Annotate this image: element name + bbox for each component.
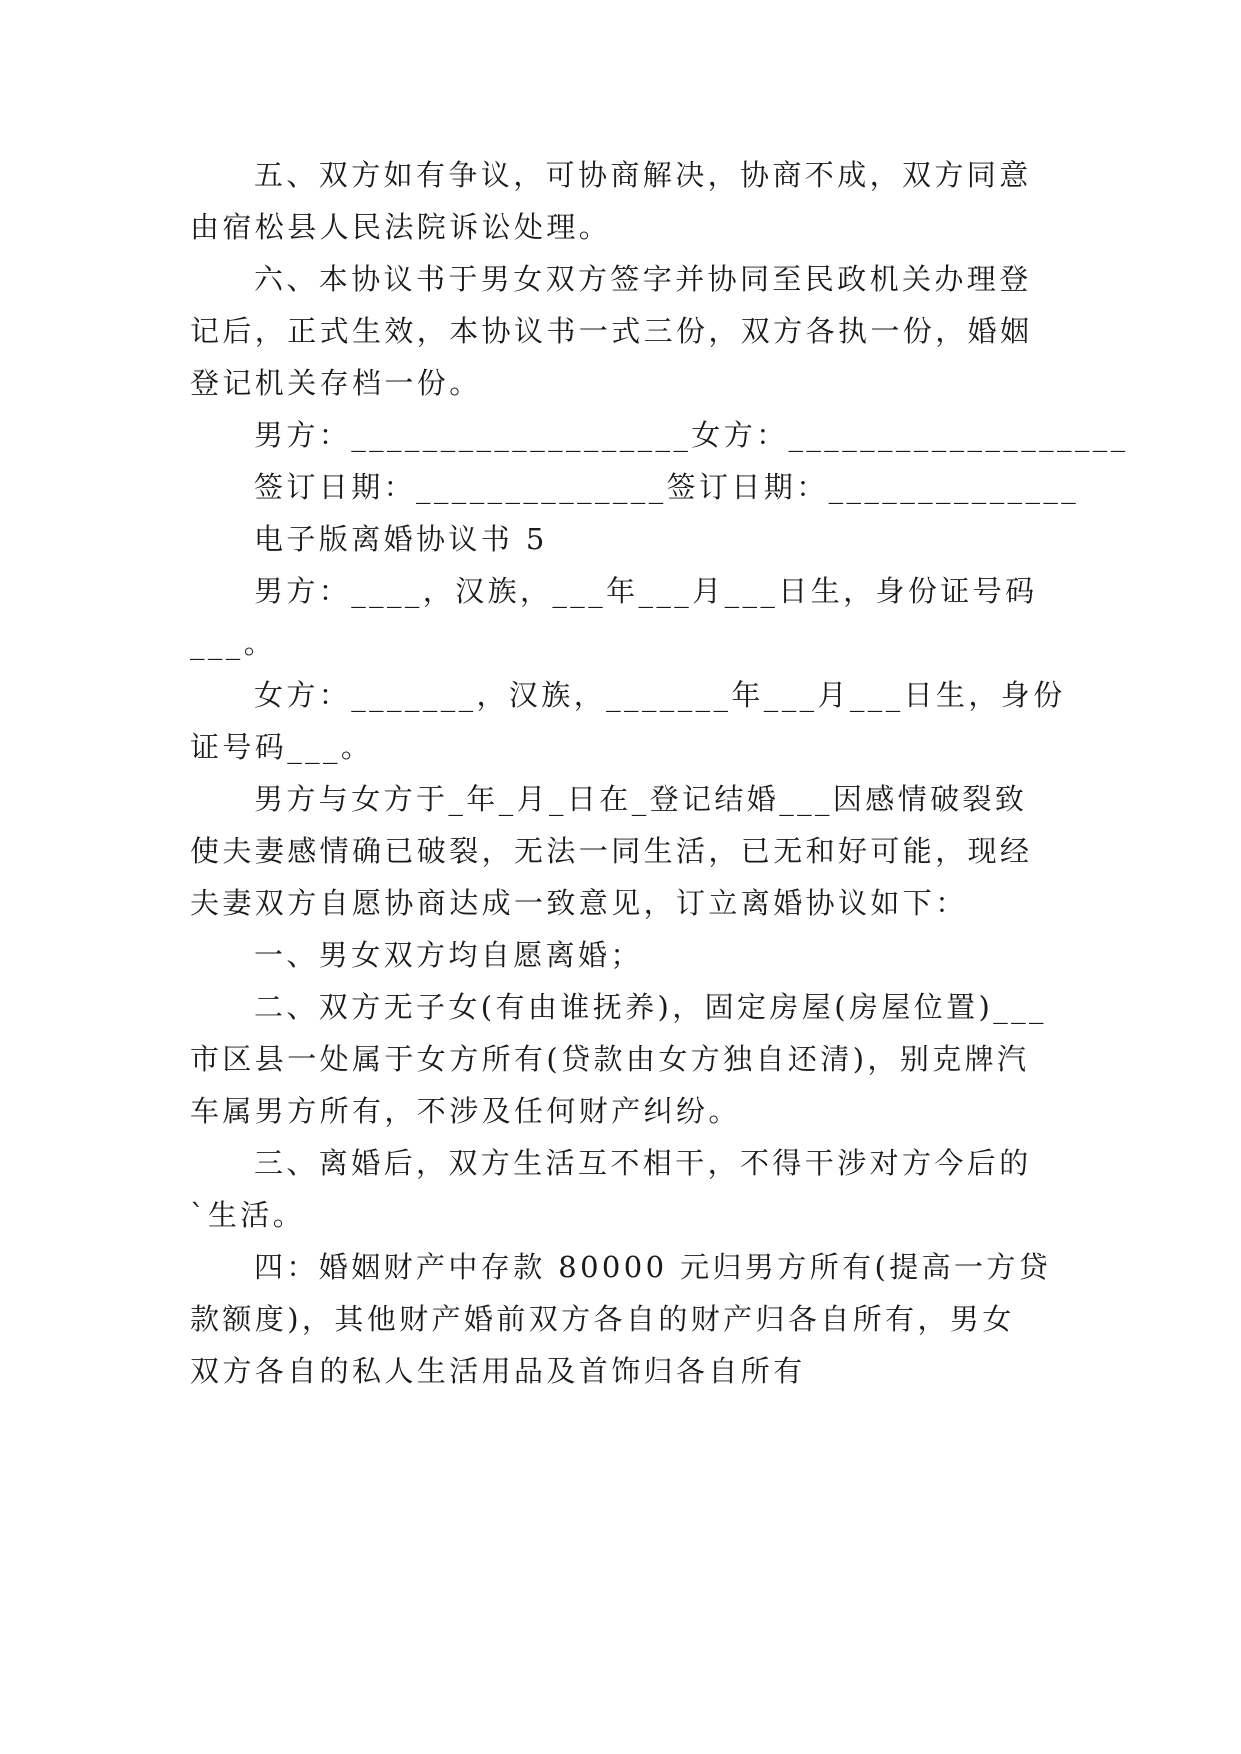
clause-1-line-1: 一、男女双方均自愿离婚； <box>254 938 643 972</box>
clause-5-line-1: 五、双方如有争议，可协商解决，协商不成，双方同意 <box>254 158 1032 192</box>
man-info-line-1: 男方：____，汉族，___年___月___日生，身份证号码 <box>254 574 1038 608</box>
clause-4-line-3: 双方各自的私人生活用品及首饰归各自所有 <box>190 1354 806 1388</box>
clause-3-line-1: 三、离婚后，双方生活互不相干，不得干涉对方今后的 <box>254 1146 1032 1180</box>
signature-line: 男方：___________________女方：___________________ <box>254 418 1129 452</box>
clause-6-line-2: 记后，正式生效，本协议书一式三份，双方各执一份，婚姻 <box>190 314 1033 348</box>
woman-info-line-2: 证号码___。 <box>190 730 374 764</box>
preamble-line-2: 使夫妻感情确已破裂，无法一同生活，已无和好可能，现经 <box>190 834 1033 868</box>
clause-6-line-1: 六、本协议书于男女双方签字并协同至民政机关办理登 <box>254 262 1032 296</box>
clause-2-line-3: 车属男方所有，不涉及任何财产纠纷。 <box>190 1094 741 1128</box>
clause-3-line-2: `生活。 <box>190 1198 306 1232</box>
clause-2-line-2: 市区县一处属于女方所有(贷款由女方独自还清)，别克牌汽 <box>190 1042 1030 1076</box>
clause-4-line-1: 四：婚姻财产中存款 80000 元归男方所有(提高一方贷 <box>254 1250 1052 1284</box>
man-info-line-2: ___。 <box>190 626 277 660</box>
clause-6-line-3: 登记机关存档一份。 <box>190 366 482 400</box>
clause-2-line-1: 二、双方无子女(有由谁抚养)，固定房屋(房屋位置)___ <box>254 990 1047 1024</box>
sign-date-line: 签订日期：______________签订日期：______________ <box>254 470 1080 504</box>
clause-4-line-2: 款额度)，其他财产婚前双方各自的财产归各自所有，男女 <box>190 1302 1015 1336</box>
preamble-line-1: 男方与女方于_年_月_日在_登记结婚___因感情破裂致 <box>254 782 1028 816</box>
section-heading: 电子版离婚协议书 5 <box>254 522 548 556</box>
clause-5-line-2: 由宿松县人民法院诉讼处理。 <box>190 210 612 244</box>
woman-info-line-1: 女方：_______，汉族，_______年___月___日生，身份 <box>254 678 1066 712</box>
preamble-line-3: 夫妻双方自愿协商达成一致意见，订立离婚协议如下： <box>190 886 968 920</box>
